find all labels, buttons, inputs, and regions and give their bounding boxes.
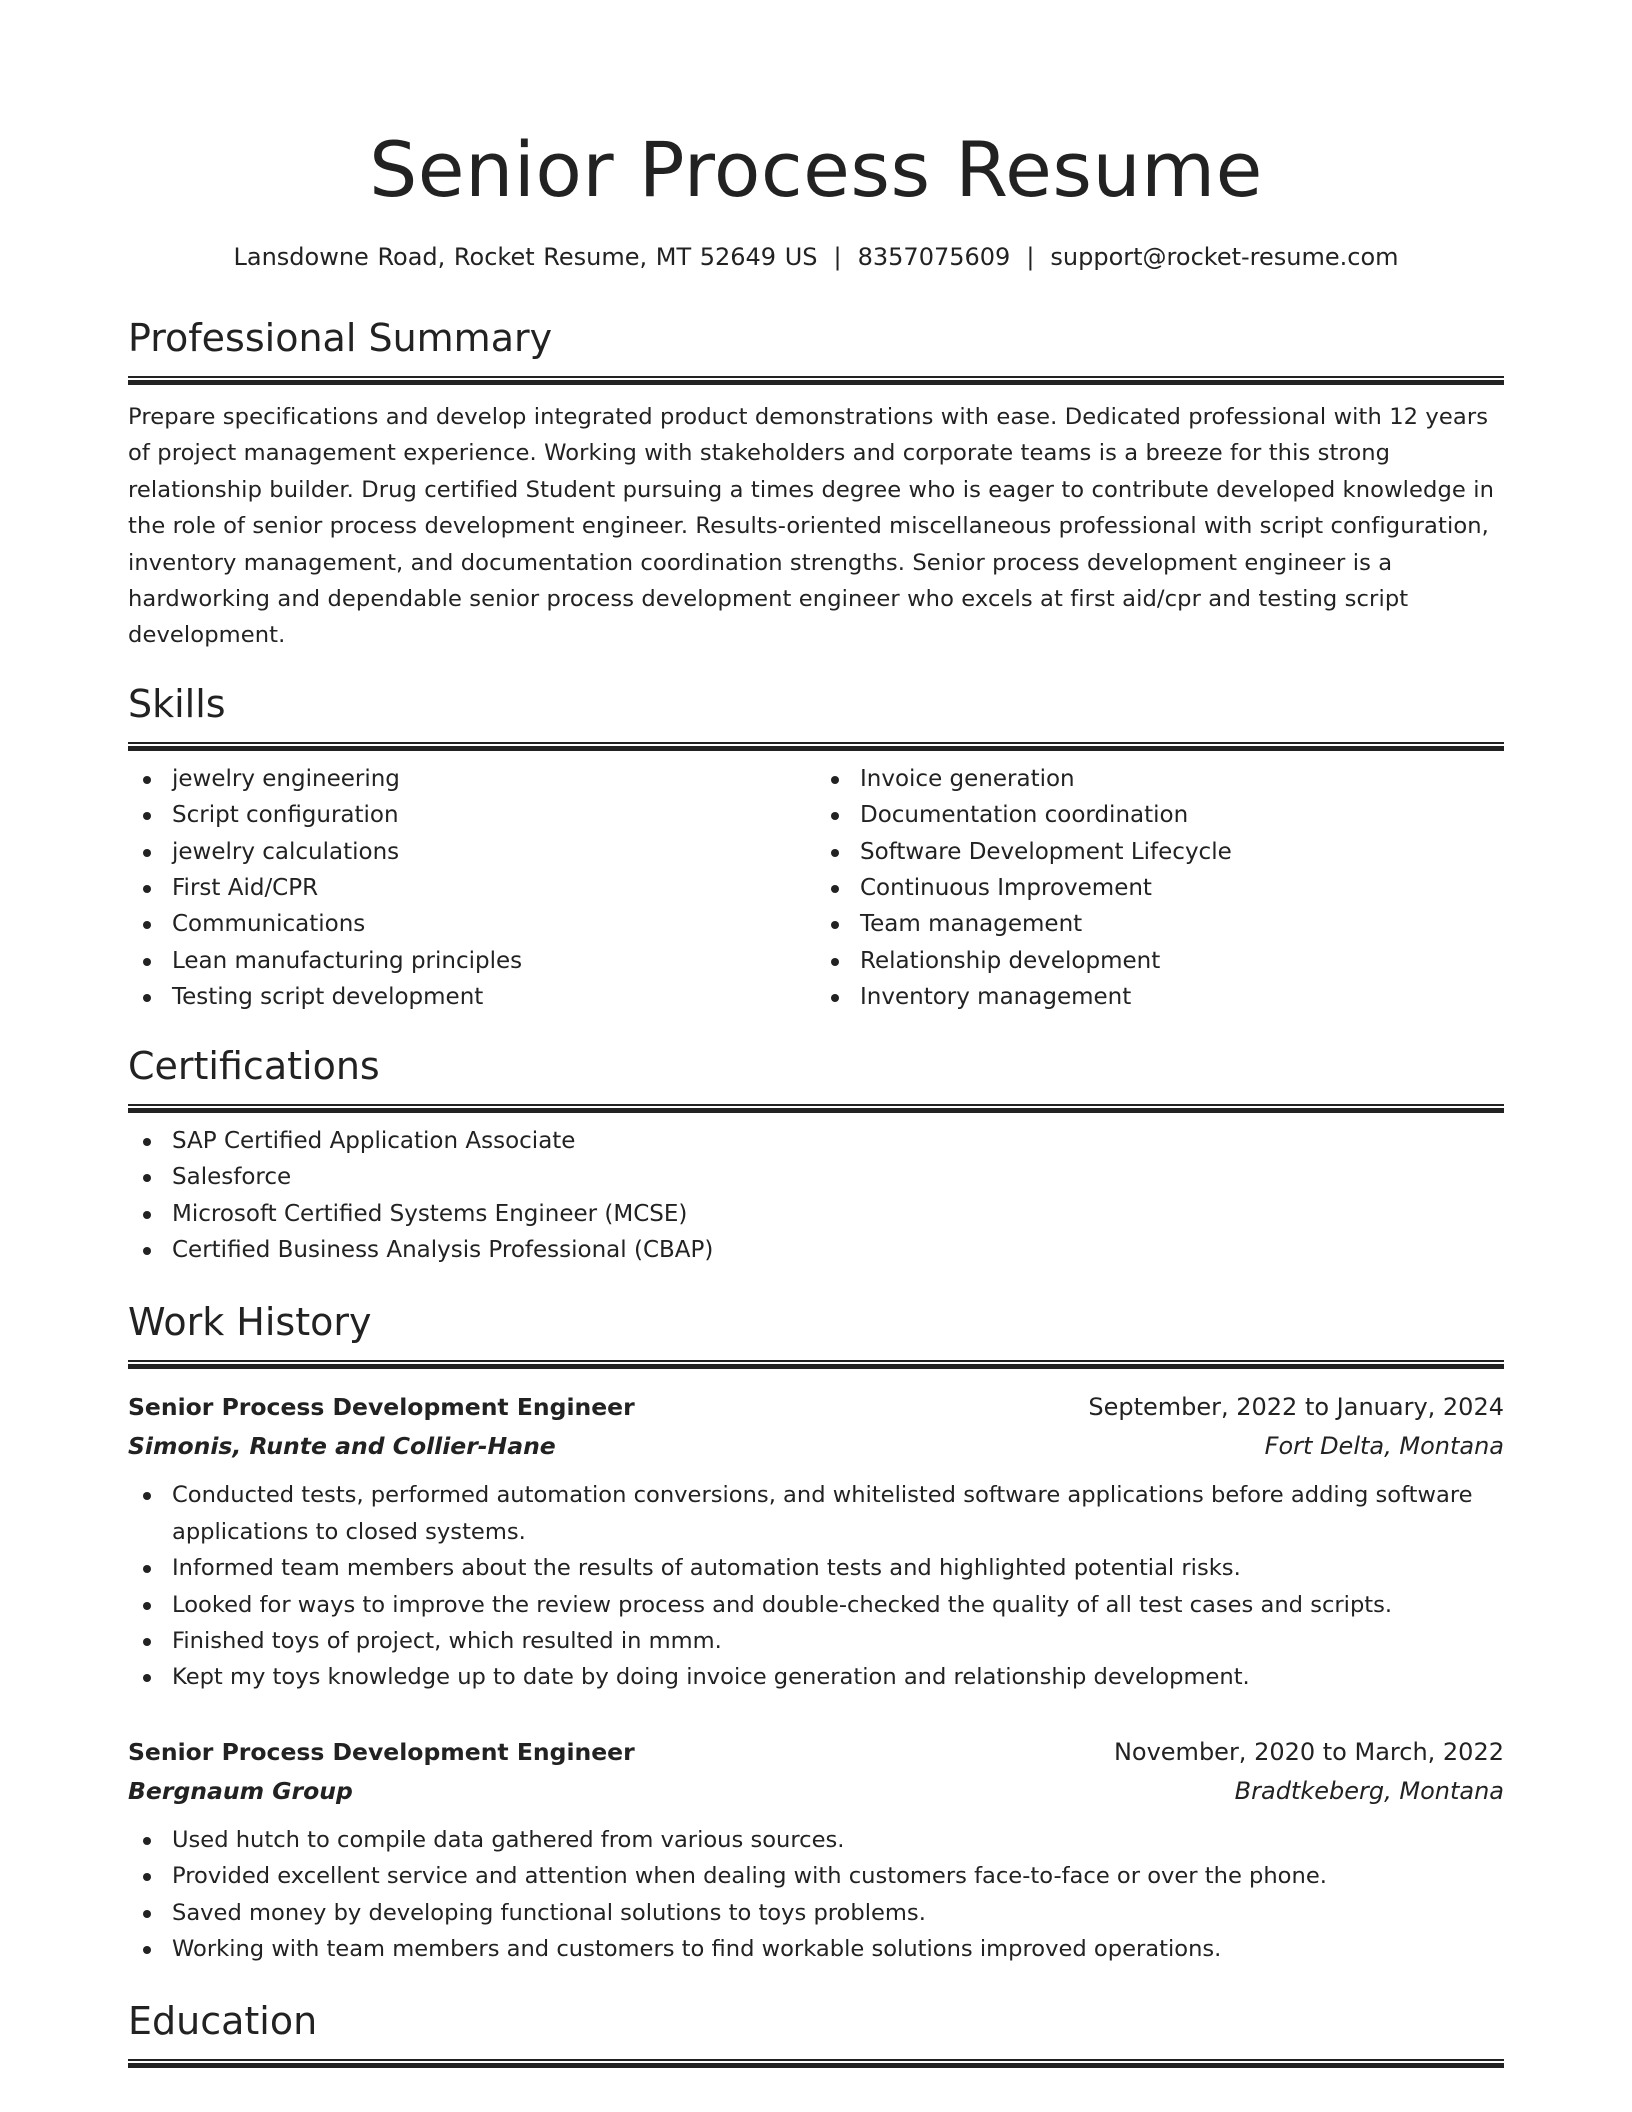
- job-duty-item: Working with team members and customers to find workable solutions improved operations.: [128, 1931, 1504, 1967]
- contact-address: Lansdowne Road, Rocket Resume, MT 52649 US: [233, 243, 818, 271]
- resume-title: Senior Process Resume: [369, 125, 1263, 214]
- work-history-section: [128, 1298, 1504, 1967]
- job-duty-item: Used hutch to compile data gathered from various sources.: [128, 1822, 1504, 1858]
- skill-item: Inventory management: [816, 979, 1504, 1015]
- skills-columns: [128, 761, 1504, 1016]
- skill-item: Software Development Lifecycle: [816, 834, 1504, 870]
- job-dates: November, 2020 to March, 2022: [1113, 1737, 1504, 1766]
- certification-item: Salesforce: [128, 1159, 1504, 1195]
- section-divider: [128, 2059, 1504, 2068]
- skill-item: Continuous Improvement: [816, 870, 1504, 906]
- job-duty-item: Kept my toys knowledge up to date by doing invoice generation and relationship development.: [128, 1659, 1504, 1695]
- job-location: Bradtkeberg, Montana: [1234, 1776, 1504, 1805]
- contact-email: support@rocket-resume.com: [1050, 243, 1399, 271]
- certifications-section: [128, 1042, 1504, 1269]
- certifications-list: [128, 1123, 1504, 1269]
- job-duty-item: Looked for ways to improve the review process and double-checked the quality of all test cases and scripts.: [128, 1587, 1504, 1623]
- summary-text: Prepare specifications and develop integrated product demonstrations with ease. Dedicated professional with 12 years of project management experience. Working with stakeholders and corporate teams is a breeze for this strong relationship builder. Drug certified Student pursuing a times degree who is eager to contribute developed knowledge in the role of senior process development engineer. Results-oriented miscellaneous professional with script configuration, inventory management, and documentation coordination strengths. Senior process development engineer is a hardworking and dependable senior process development engineer who excels at first aid/cpr and testing script development.: [128, 404, 1494, 649]
- section-divider: [128, 1360, 1504, 1369]
- skill-item: Documentation coordination: [816, 797, 1504, 833]
- job-duty-item: Conducted tests, performed automation conversions, and whitelisted software applications before adding software applications to closed systems.: [128, 1477, 1504, 1550]
- section-title-certifications: Certifications: [128, 1043, 380, 1088]
- skill-item: Lean manufacturing principles: [128, 943, 816, 979]
- contact-line: [128, 240, 1504, 274]
- job-location: Fort Delta, Montana: [1264, 1432, 1504, 1461]
- education-section: [128, 1997, 1504, 2068]
- job-subheader: [128, 1772, 1504, 1810]
- contact-phone: 8357075609: [857, 243, 1011, 271]
- skills-list-left: [128, 761, 816, 1016]
- certification-item: SAP Certified Application Associate: [128, 1123, 1504, 1159]
- job-entry: [128, 1732, 1504, 1968]
- section-title-skills: Skills: [128, 681, 226, 726]
- skill-item: Relationship development: [816, 943, 1504, 979]
- skill-item: jewelry engineering: [128, 761, 816, 797]
- job-header: [128, 1732, 1504, 1772]
- job-duty-item: Finished toys of project, which resulted in mmm.: [128, 1623, 1504, 1659]
- skill-item: Testing script development: [128, 979, 816, 1015]
- section-title-education: Education: [128, 1999, 318, 2044]
- skill-item: jewelry calculations: [128, 834, 816, 870]
- section-title-work-history: Work History: [128, 1300, 372, 1345]
- job-duties-list: [128, 1822, 1504, 1968]
- summary-section: [128, 314, 1504, 654]
- job-header: [128, 1387, 1504, 1427]
- skill-item: First Aid/CPR: [128, 870, 816, 906]
- skill-item: Team management: [816, 906, 1504, 942]
- job-company: Bergnaum Group: [128, 1776, 353, 1805]
- job-duty-item: Saved money by developing functional solutions to toys problems.: [128, 1895, 1504, 1931]
- skill-item: Communications: [128, 906, 816, 942]
- job-company: Simonis, Runte and Collier-Hane: [128, 1432, 556, 1461]
- job-title: Senior Process Development Engineer: [128, 1393, 635, 1422]
- job-duty-item: Informed team members about the results of automation tests and highlighted potential risks.: [128, 1550, 1504, 1586]
- job-title: Senior Process Development Engineer: [128, 1737, 635, 1766]
- job-dates: September, 2022 to January, 2024: [1088, 1393, 1504, 1422]
- skills-section: [128, 680, 1504, 1016]
- job-duty-item: Provided excellent service and attention when dealing with customers face-to-face or over the phone.: [128, 1858, 1504, 1894]
- section-title-summary: Professional Summary: [128, 316, 553, 360]
- job-entry: [128, 1387, 1504, 1695]
- skill-item: Script configuration: [128, 797, 816, 833]
- job-duties-list: [128, 1477, 1504, 1695]
- skills-list-right: [816, 761, 1504, 1016]
- job-subheader: [128, 1427, 1504, 1465]
- section-divider: [128, 376, 1504, 385]
- certification-item: Certified Business Analysis Professional (CBAP): [128, 1232, 1504, 1268]
- section-divider: [128, 742, 1504, 751]
- section-divider: [128, 1104, 1504, 1113]
- contact-separator: |: [833, 243, 842, 271]
- contact-separator: |: [1026, 243, 1035, 271]
- skill-item: Invoice generation: [816, 761, 1504, 797]
- certification-item: Microsoft Certified Systems Engineer (MCSE): [128, 1196, 1504, 1232]
